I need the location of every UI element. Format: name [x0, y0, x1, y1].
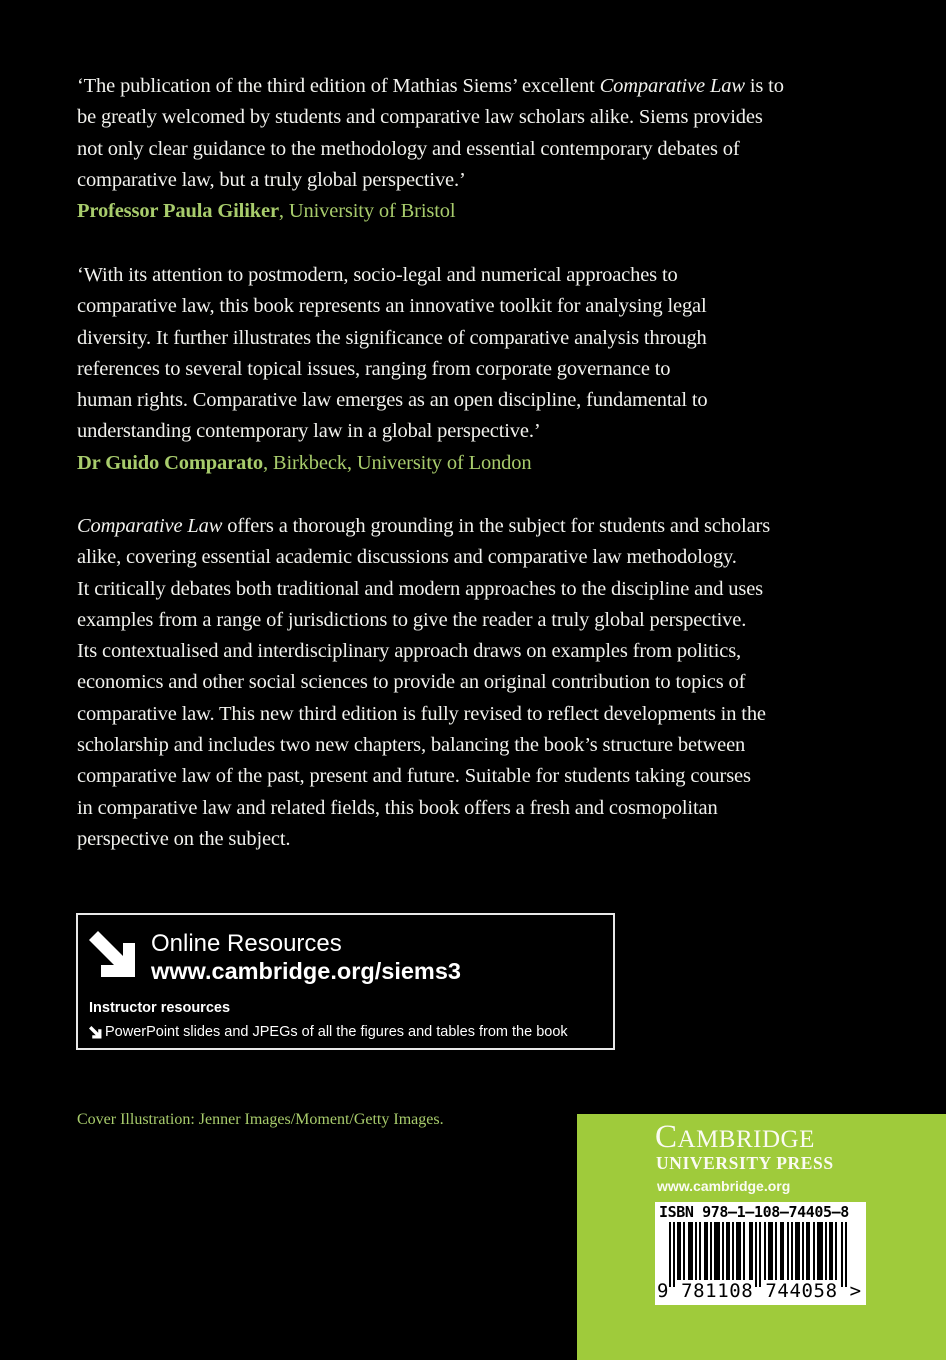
quote-attribution	[77, 196, 877, 227]
quote-line: not only clear guidance to the methodology and essential contemporary debates of	[77, 137, 740, 160]
instructor-resources-heading: Instructor resources	[89, 1000, 231, 1016]
publisher-url[interactable]: www.cambridge.org	[657, 1178, 791, 1194]
quote-line: be greatly welcomed by students and comparative law scholars alike. Siems provides	[77, 106, 763, 129]
quote-line: references to several topical issues, ranging from corporate governance to	[77, 357, 671, 380]
review-quote-2	[77, 260, 877, 479]
reviewer-name: Dr Guido Comparato	[77, 451, 263, 474]
barcode-digits: 9 781108 744058 >	[657, 1280, 862, 1302]
resource-list-item	[89, 1024, 568, 1040]
isbn-barcode	[655, 1202, 866, 1305]
online-resources-title: Online Resources	[151, 930, 342, 957]
description-line: scholarship and includes two new chapters, balancing the book’s structure between	[77, 734, 746, 757]
quote-line: comparative law, but a truly global perspective.’	[77, 168, 466, 191]
publisher-logo-press: UNIVERSITY PRESS	[656, 1153, 834, 1173]
publisher-logo-cambridge: CAMBRIDGE	[655, 1119, 815, 1155]
review-quote-1	[77, 71, 877, 227]
quote-line: understanding contemporary law in a global perspective.’	[77, 420, 541, 443]
reviewer-affiliation: , University of Bristol	[278, 200, 456, 223]
description-line: comparative law of the past, present and future. Suitable for students taking courses	[77, 765, 751, 788]
description-line: economics and other social sciences to provide an original contribution to topics of	[77, 671, 746, 694]
online-resources-url[interactable]: www.cambridge.org/siems3	[151, 958, 461, 984]
description-line: alike, covering essential academic discussions and comparative law methodology.	[77, 546, 737, 569]
barcode-bars-icon	[669, 1222, 849, 1287]
publisher-panel	[577, 1114, 946, 1360]
description-line: examples from a range of jurisdictions to give the reader a truly global perspective.	[77, 608, 747, 631]
quote-line: comparative law, this book represents an innovative toolkit for analysing legal	[77, 295, 707, 318]
online-resources-box	[76, 913, 615, 1050]
book-title-italic: Comparative Law	[599, 75, 745, 97]
cover-illustration-credit: Cover Illustration: Jenner Images/Moment/Getty Images.	[77, 1111, 444, 1128]
book-description	[77, 511, 877, 855]
description-line: It critically debates both traditional and modern approaches to the discipline and uses	[77, 577, 764, 600]
arrow-down-right-icon	[89, 1026, 102, 1039]
reviewer-name: Professor Paula Giliker	[77, 200, 279, 223]
description-line: Its contextualised and interdisciplinary approach draws on examples from politics,	[77, 640, 742, 663]
description-line: in comparative law and related fields, this book offers a fresh and cosmopolitan	[77, 796, 718, 819]
description-line: perspective on the subject.	[77, 827, 291, 850]
quote-line: ‘The publication of the third edition of Mathias Siems’ excellent Comparative Law is to	[77, 75, 784, 97]
quote-line: diversity. It further illustrates the significance of comparative analysis through	[77, 326, 707, 349]
quote-line: ‘With its attention to postmodern, socio-legal and numerical approaches to	[77, 264, 678, 286]
description-line: Comparative Law offers a thorough grounding in the subject for students and scholars	[77, 515, 771, 537]
isbn-label: ISBN 978–1–108–74405–8	[659, 1203, 849, 1221]
book-title-italic: Comparative Law	[77, 515, 223, 537]
reviewer-affiliation: , Birkbeck, University of London	[262, 451, 532, 474]
resource-item-label: PowerPoint slides and JPEGs of all the figures and tables from the book	[105, 1024, 568, 1040]
quote-line: human rights. Comparative law emerges as an open discipline, fundamental to	[77, 389, 708, 412]
arrow-down-right-icon	[89, 931, 137, 979]
description-line: comparative law. This new third edition is fully revised to reflect developments in the	[77, 702, 766, 725]
quote-attribution	[77, 448, 877, 479]
